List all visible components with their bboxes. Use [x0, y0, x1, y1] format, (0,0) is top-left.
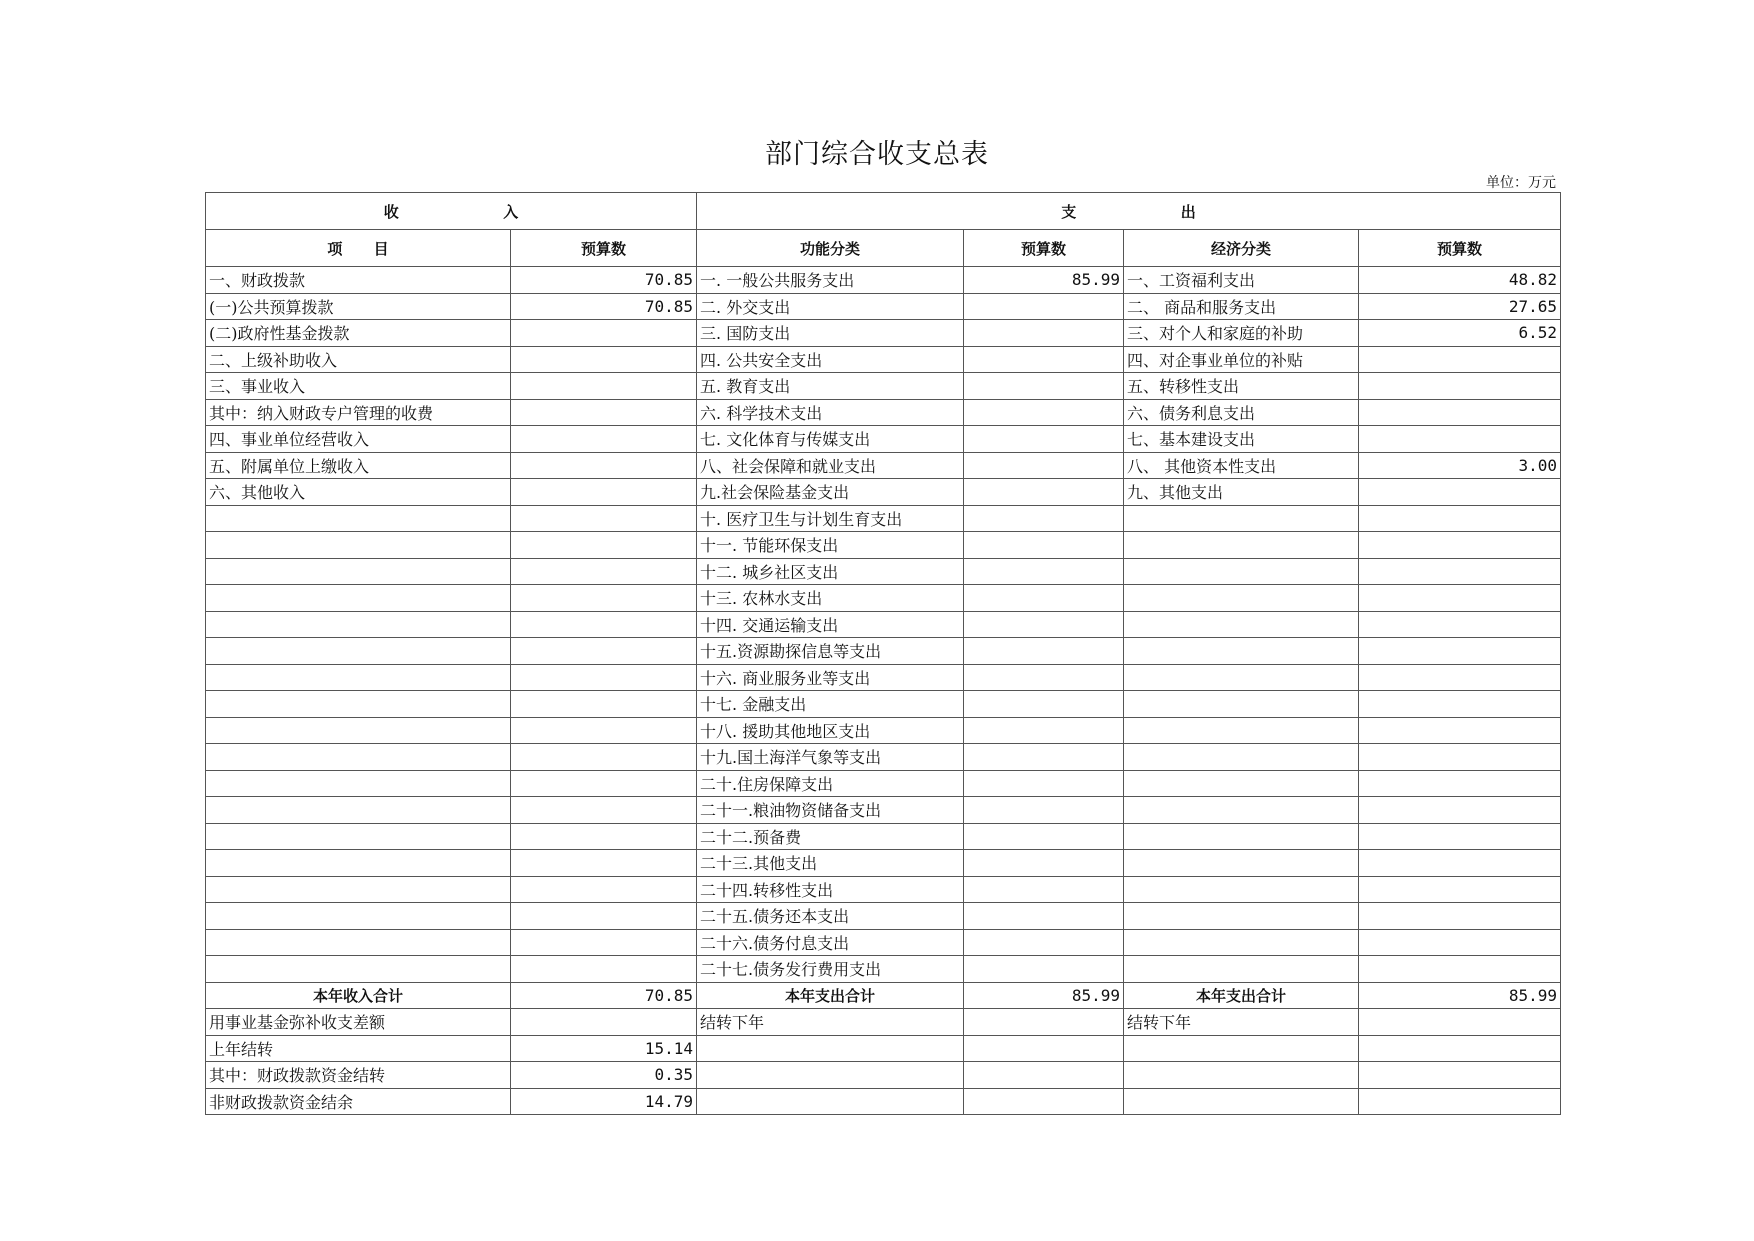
income-header: 收 入 [206, 193, 697, 230]
income-item-cell [206, 638, 511, 665]
func-value-cell [964, 664, 1124, 691]
income-item-cell [206, 558, 511, 585]
econ-item-cell [1124, 585, 1359, 612]
func-value-cell [964, 611, 1124, 638]
income-value-cell [511, 956, 697, 983]
econ-value-cell: 27.65 [1359, 293, 1561, 320]
func-value-cell [964, 956, 1124, 983]
income-item-cell: 二、上级补助收入 [206, 346, 511, 373]
econ-item-cell [1124, 876, 1359, 903]
table-row [206, 479, 1561, 506]
income-value-cell: 70.85 [511, 293, 697, 320]
econ-item-cell [1124, 638, 1359, 665]
econ-item-cell: 四、对企事业单位的补贴 [1124, 346, 1359, 373]
footer-row [206, 1035, 1561, 1062]
income-item-cell [206, 611, 511, 638]
table-row [206, 876, 1561, 903]
footer-income-value-cell: 0.35 [511, 1062, 697, 1089]
func-item-cell: 九.社会保险基金支出 [697, 479, 964, 506]
footer-func-item-cell [697, 1035, 964, 1062]
income-item-cell [206, 823, 511, 850]
econ-value-cell: 3.00 [1359, 452, 1561, 479]
econ-item-cell [1124, 903, 1359, 930]
income-item-cell: 三、事业收入 [206, 373, 511, 400]
func-value-cell [964, 399, 1124, 426]
econ-value-cell [1359, 558, 1561, 585]
econ-item-cell [1124, 823, 1359, 850]
income-item-cell: 五、附属单位上缴收入 [206, 452, 511, 479]
income-item-cell [206, 850, 511, 877]
econ-item-cell [1124, 850, 1359, 877]
econ-value-cell: 48.82 [1359, 267, 1561, 294]
func-item-cell: 八、社会保障和就业支出 [697, 452, 964, 479]
income-value-cell [511, 797, 697, 824]
income-budget-header: 预算数 [511, 230, 697, 267]
econ-item-cell: 三、对个人和家庭的补助 [1124, 320, 1359, 347]
income-value-cell [511, 744, 697, 771]
income-item-cell: (二)政府性基金拨款 [206, 320, 511, 347]
table-row [206, 346, 1561, 373]
func-item-cell: 十九.国土海洋气象等支出 [697, 744, 964, 771]
table-row [206, 399, 1561, 426]
econ-item-cell [1124, 797, 1359, 824]
func-total-label: 本年支出合计 [697, 982, 964, 1009]
func-value-cell [964, 717, 1124, 744]
func-item-cell: 一. 一般公共服务支出 [697, 267, 964, 294]
func-item-cell: 二十七.债务发行费用支出 [697, 956, 964, 983]
table-row [206, 850, 1561, 877]
footer-row [206, 1088, 1561, 1115]
header-row-2 [206, 230, 1561, 267]
income-value-cell [511, 426, 697, 453]
func-item-cell: 二十二.预备费 [697, 823, 964, 850]
func-item-cell: 二十六.债务付息支出 [697, 929, 964, 956]
func-value-cell [964, 770, 1124, 797]
income-item-cell [206, 505, 511, 532]
income-value-cell [511, 346, 697, 373]
func-value-cell [964, 293, 1124, 320]
func-value-cell [964, 479, 1124, 506]
econ-item-cell [1124, 744, 1359, 771]
table-row [206, 664, 1561, 691]
footer-income-item-cell: 其中：财政拨款资金结转 [206, 1062, 511, 1089]
func-item-cell: 二十一.粮油物资储备支出 [697, 797, 964, 824]
econ-item-cell: 七、基本建设支出 [1124, 426, 1359, 453]
income-item-cell [206, 797, 511, 824]
table-row [206, 373, 1561, 400]
income-value-cell [511, 717, 697, 744]
income-value-cell [511, 558, 697, 585]
econ-item-cell [1124, 611, 1359, 638]
econ-value-cell [1359, 532, 1561, 559]
econ-value-cell [1359, 373, 1561, 400]
table-row [206, 903, 1561, 930]
income-value-cell [511, 876, 697, 903]
econ-total-label: 本年支出合计 [1124, 982, 1359, 1009]
income-item-cell: 六、其他收入 [206, 479, 511, 506]
func-value-cell [964, 452, 1124, 479]
func-value-cell [964, 903, 1124, 930]
footer-func-value-cell [964, 1009, 1124, 1036]
page-title: 部门综合收支总表 [765, 139, 989, 170]
econ-item-cell [1124, 532, 1359, 559]
func-value-cell [964, 823, 1124, 850]
func-item-cell: 十四. 交通运输支出 [697, 611, 964, 638]
func-value-cell [964, 558, 1124, 585]
footer-econ-value-cell [1359, 1009, 1561, 1036]
income-value-cell [511, 373, 697, 400]
income-item-cell [206, 744, 511, 771]
econ-item-cell: 二、 商品和服务支出 [1124, 293, 1359, 320]
econ-value-cell [1359, 770, 1561, 797]
econ-total-value: 85.99 [1359, 982, 1561, 1009]
func-item-cell: 四. 公共安全支出 [697, 346, 964, 373]
econ-value-cell [1359, 903, 1561, 930]
table-row [206, 823, 1561, 850]
footer-func-value-cell [964, 1035, 1124, 1062]
func-category-header: 功能分类 [697, 230, 964, 267]
footer-income-item-cell: 上年结转 [206, 1035, 511, 1062]
footer-econ-value-cell [1359, 1088, 1561, 1115]
econ-item-cell [1124, 558, 1359, 585]
func-item-cell: 二. 外交支出 [697, 293, 964, 320]
func-item-cell: 二十.住房保障支出 [697, 770, 964, 797]
func-item-cell: 十三. 农林水支出 [697, 585, 964, 612]
footer-income-item-cell: 非财政拨款资金结余 [206, 1088, 511, 1115]
func-total-value: 85.99 [964, 982, 1124, 1009]
table-row [206, 956, 1561, 983]
income-item-cell [206, 903, 511, 930]
func-value-cell [964, 797, 1124, 824]
func-item-cell: 十二. 城乡社区支出 [697, 558, 964, 585]
econ-budget-header: 预算数 [1359, 230, 1561, 267]
econ-item-cell: 六、债务利息支出 [1124, 399, 1359, 426]
footer-func-item-cell: 结转下年 [697, 1009, 964, 1036]
footer-econ-item-cell [1124, 1062, 1359, 1089]
func-value-cell [964, 532, 1124, 559]
econ-item-cell: 八、 其他资本性支出 [1124, 452, 1359, 479]
income-item-cell: 四、事业单位经营收入 [206, 426, 511, 453]
table-row [206, 558, 1561, 585]
income-value-cell [511, 399, 697, 426]
table-row [206, 744, 1561, 771]
func-item-cell: 二十五.债务还本支出 [697, 903, 964, 930]
footer-econ-item-cell: 结转下年 [1124, 1009, 1359, 1036]
func-item-cell: 二十三.其他支出 [697, 850, 964, 877]
table-row [206, 611, 1561, 638]
footer-econ-item-cell [1124, 1035, 1359, 1062]
func-item-cell: 六. 科学技术支出 [697, 399, 964, 426]
table-row [206, 770, 1561, 797]
econ-value-cell [1359, 717, 1561, 744]
func-item-cell: 七. 文化体育与传媒支出 [697, 426, 964, 453]
table-row [206, 691, 1561, 718]
income-value-cell [511, 770, 697, 797]
table-row [206, 585, 1561, 612]
table-row [206, 320, 1561, 347]
footer-func-item-cell [697, 1088, 964, 1115]
func-value-cell [964, 850, 1124, 877]
econ-value-cell [1359, 399, 1561, 426]
econ-value-cell [1359, 691, 1561, 718]
income-value-cell [511, 903, 697, 930]
econ-value-cell [1359, 929, 1561, 956]
econ-value-cell [1359, 744, 1561, 771]
footer-income-value-cell: 15.14 [511, 1035, 697, 1062]
income-item-cell [206, 929, 511, 956]
econ-item-cell: 五、转移性支出 [1124, 373, 1359, 400]
func-value-cell: 85.99 [964, 267, 1124, 294]
table-row [206, 426, 1561, 453]
econ-value-cell [1359, 850, 1561, 877]
income-value-cell [511, 585, 697, 612]
income-value-cell [511, 691, 697, 718]
income-value-cell [511, 452, 697, 479]
econ-value-cell [1359, 823, 1561, 850]
table-row [206, 929, 1561, 956]
footer-func-value-cell [964, 1062, 1124, 1089]
income-value-cell [511, 320, 697, 347]
footer-econ-value-cell [1359, 1035, 1561, 1062]
table-row [206, 797, 1561, 824]
func-item-cell: 十七. 金融支出 [697, 691, 964, 718]
econ-item-cell [1124, 717, 1359, 744]
econ-value-cell: 6.52 [1359, 320, 1561, 347]
footer-row [206, 1062, 1561, 1089]
func-item-cell: 十六. 商业服务业等支出 [697, 664, 964, 691]
func-value-cell [964, 426, 1124, 453]
footer-func-item-cell [697, 1062, 964, 1089]
func-item-cell: 三. 国防支出 [697, 320, 964, 347]
econ-value-cell [1359, 664, 1561, 691]
income-value-cell: 70.85 [511, 267, 697, 294]
econ-value-cell [1359, 611, 1561, 638]
income-item-cell [206, 876, 511, 903]
income-value-cell [511, 532, 697, 559]
income-item-cell [206, 691, 511, 718]
budget-summary-table [205, 192, 1561, 1115]
econ-value-cell [1359, 505, 1561, 532]
econ-value-cell [1359, 479, 1561, 506]
table-row [206, 267, 1561, 294]
func-item-cell: 十一. 节能环保支出 [697, 532, 964, 559]
income-item-cell [206, 532, 511, 559]
income-total-value: 70.85 [511, 982, 697, 1009]
func-value-cell [964, 373, 1124, 400]
income-item-cell: 其中：纳入财政专户管理的收费 [206, 399, 511, 426]
func-value-cell [964, 691, 1124, 718]
footer-econ-value-cell [1359, 1062, 1561, 1089]
footer-income-item-cell: 用事业基金弥补收支差额 [206, 1009, 511, 1036]
func-value-cell [964, 346, 1124, 373]
income-value-cell [511, 479, 697, 506]
func-value-cell [964, 929, 1124, 956]
income-value-cell [511, 611, 697, 638]
func-item-cell: 二十四.转移性支出 [697, 876, 964, 903]
econ-category-header: 经济分类 [1124, 230, 1359, 267]
table-row [206, 293, 1561, 320]
func-value-cell [964, 320, 1124, 347]
income-item-cell [206, 770, 511, 797]
econ-value-cell [1359, 346, 1561, 373]
econ-item-cell: 一、工资福利支出 [1124, 267, 1359, 294]
header-row-1 [206, 193, 1561, 230]
func-item-cell: 五. 教育支出 [697, 373, 964, 400]
footer-income-value-cell [511, 1009, 697, 1036]
income-item-cell: (一)公共预算拨款 [206, 293, 511, 320]
unit-label: 单位：万元 [1486, 175, 1556, 191]
func-item-cell: 十五.资源勘探信息等支出 [697, 638, 964, 665]
func-item-cell: 十. 医疗卫生与计划生育支出 [697, 505, 964, 532]
econ-value-cell [1359, 426, 1561, 453]
func-value-cell [964, 585, 1124, 612]
income-value-cell [511, 638, 697, 665]
footer-row [206, 1009, 1561, 1036]
income-value-cell [511, 850, 697, 877]
item-header: 项 目 [206, 230, 511, 267]
income-item-cell [206, 717, 511, 744]
footer-income-value-cell: 14.79 [511, 1088, 697, 1115]
income-value-cell [511, 505, 697, 532]
expense-header: 支 出 [697, 193, 1561, 230]
econ-item-cell [1124, 691, 1359, 718]
econ-item-cell [1124, 956, 1359, 983]
econ-item-cell [1124, 770, 1359, 797]
econ-item-cell [1124, 664, 1359, 691]
income-item-cell: 一、财政拨款 [206, 267, 511, 294]
econ-value-cell [1359, 585, 1561, 612]
econ-value-cell [1359, 638, 1561, 665]
income-item-cell [206, 956, 511, 983]
table-row [206, 505, 1561, 532]
income-item-cell [206, 585, 511, 612]
table-row [206, 717, 1561, 744]
footer-econ-item-cell [1124, 1088, 1359, 1115]
econ-value-cell [1359, 876, 1561, 903]
econ-value-cell [1359, 956, 1561, 983]
econ-item-cell [1124, 505, 1359, 532]
income-value-cell [511, 929, 697, 956]
func-budget-header: 预算数 [964, 230, 1124, 267]
totals-row [206, 982, 1561, 1009]
func-value-cell [964, 638, 1124, 665]
table-row [206, 638, 1561, 665]
income-value-cell [511, 664, 697, 691]
econ-item-cell [1124, 929, 1359, 956]
func-value-cell [964, 744, 1124, 771]
income-total-label: 本年收入合计 [206, 982, 511, 1009]
table-row [206, 532, 1561, 559]
footer-func-value-cell [964, 1088, 1124, 1115]
econ-value-cell [1359, 797, 1561, 824]
income-item-cell [206, 664, 511, 691]
econ-item-cell: 九、其他支出 [1124, 479, 1359, 506]
func-value-cell [964, 505, 1124, 532]
table-row [206, 452, 1561, 479]
func-value-cell [964, 876, 1124, 903]
func-item-cell: 十八. 援助其他地区支出 [697, 717, 964, 744]
income-value-cell [511, 823, 697, 850]
